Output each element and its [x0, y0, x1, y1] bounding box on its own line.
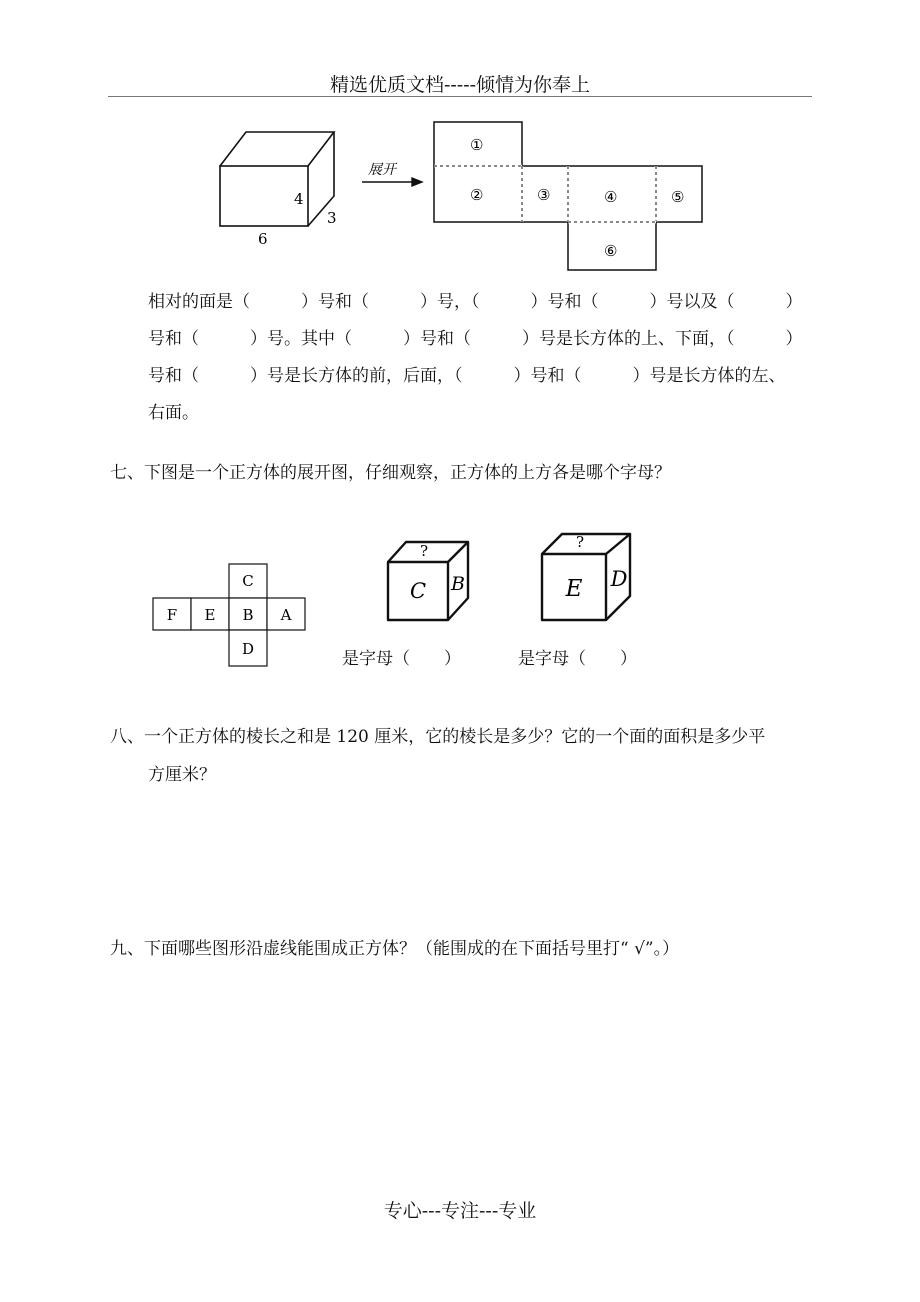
q6-line-4: 右面。: [148, 403, 199, 423]
q8-line-1: 八、一个正方体的棱长之和是 120 厘米，它的棱长是多少？它的一个面的面积是多少平: [110, 727, 766, 747]
net-face-2: ②: [470, 186, 484, 204]
net-cell-e: E: [204, 606, 216, 624]
cuboid-height-label: 4: [294, 190, 304, 208]
cuboid-depth-label: 3: [327, 209, 337, 227]
net-cell-f: F: [166, 606, 178, 624]
net-cell-bottom: D: [241, 640, 255, 658]
page-header: 精选优质文档-----倾情为你奉上: [329, 74, 591, 96]
net-face-6: ⑥: [604, 242, 618, 260]
q7-answer-2: 是字母（ ）: [518, 649, 637, 669]
q7-question: 七、下图是一个正方体的展开图，仔细观察，正方体的上方各是哪个字母？: [110, 463, 671, 483]
cuboid-drawing: [220, 132, 334, 226]
net-face-1: ①: [470, 136, 484, 154]
cube-net-figure: [150, 560, 310, 672]
cube-1-top-mark: ?: [420, 542, 429, 560]
cube-1-figure: [380, 536, 480, 626]
unfold-arrow: [362, 178, 422, 186]
net-cell-b: B: [242, 606, 254, 624]
net-cell-top: C: [242, 572, 254, 590]
net-cell-a: A: [280, 606, 292, 624]
cuboid-unfold-figure: [200, 110, 720, 280]
cube-1-side-letter: B: [451, 573, 465, 595]
header-divider: [108, 96, 812, 97]
cube-2-side-letter: D: [610, 567, 628, 591]
net-face-3: ③: [537, 186, 551, 204]
unfold-arrow-label: 展开: [368, 162, 396, 178]
q7-answer-1: 是字母（ ）: [342, 649, 461, 669]
page-footer: 专心---专注---专业: [383, 1200, 537, 1222]
q8-line-2: 方厘米？: [148, 765, 216, 785]
cube-2-top-mark: ?: [576, 533, 585, 551]
q6-line-2: 号和（ ）号。其中（ ）号和（ ）号是长方体的上、下面，（ ）: [148, 329, 803, 349]
net-face-5: ⑤: [671, 188, 685, 206]
q6-line-1: 相对的面是（ ）号和（ ）号，（ ）号和（ ）号以及（ ）: [148, 292, 803, 312]
cube-2-figure: [534, 530, 634, 626]
q6-line-3: 号和（ ）号是长方体的前，后面，（ ）号和（ ）号是长方体的左、: [148, 366, 786, 386]
net-face-4: ④: [604, 188, 618, 206]
cuboid-width-label: 6: [258, 230, 268, 248]
q9-question: 九、下面哪些图形沿虚线能围成正方体？（能围成的在下面括号里打“ √”。）: [110, 939, 680, 959]
cube-2-front-letter: E: [565, 576, 583, 602]
cube-1-front-letter: C: [409, 579, 427, 603]
